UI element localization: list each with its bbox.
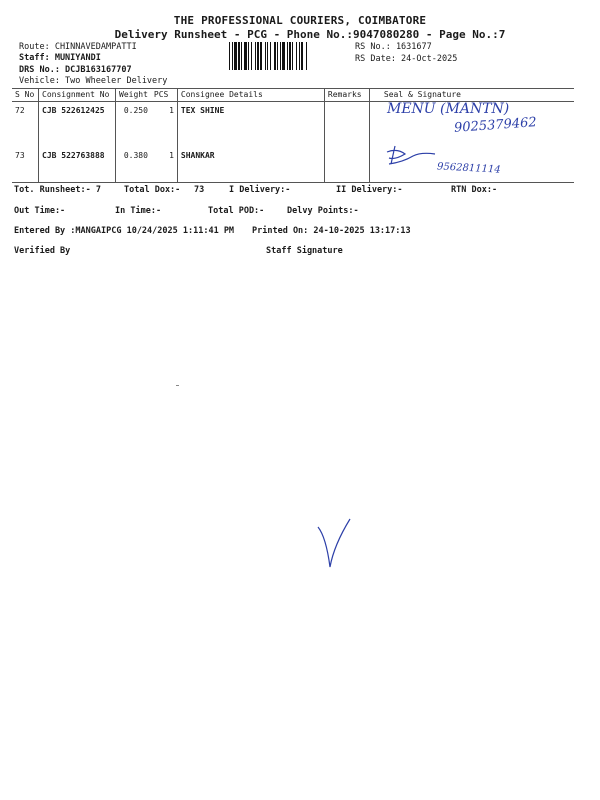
company-title: THE PROFESSIONAL COURIERS, COIMBATORE bbox=[173, 14, 427, 27]
vehicle-label: Vehicle: Two Wheeler Delivery bbox=[19, 76, 168, 86]
runsheet-title: Delivery Runsheet - PCG - Phone No.:9047080280 - Page No.:7 bbox=[114, 28, 506, 41]
pen-check-mark bbox=[310, 515, 360, 575]
cell-pcs: 1 bbox=[151, 147, 178, 183]
cell-consignee: SHANKAR bbox=[177, 147, 324, 183]
col-seal: Seal & Signature bbox=[369, 89, 574, 102]
cell-sno: 72 bbox=[12, 102, 39, 148]
col-weight: Weight bbox=[116, 89, 151, 102]
rs-no-label: RS No.: 1631677 bbox=[355, 42, 432, 52]
drs-label: DRS No.: DCJB163167707 bbox=[19, 65, 132, 75]
route-label: Route: CHINNAVEDAMPATTI bbox=[19, 42, 137, 52]
total-dox-value: 73 bbox=[194, 185, 205, 195]
cell-weight: 0.380 bbox=[116, 147, 151, 183]
col-pcs: PCS bbox=[151, 89, 178, 102]
i-delivery-label: I Delivery:- bbox=[229, 185, 291, 195]
delvy-points-label: Delvy Points:- bbox=[287, 206, 359, 216]
in-time-label: In Time:- bbox=[115, 206, 162, 216]
cell-pcs: 1 bbox=[151, 102, 178, 148]
staff-label: Staff: MUNIYANDI bbox=[19, 53, 101, 63]
col-sno: S No bbox=[12, 89, 39, 102]
barcode-image bbox=[229, 42, 351, 70]
cell-remarks bbox=[324, 147, 369, 183]
staff-signature-label: Staff Signature bbox=[266, 246, 343, 256]
cell-sno: 73 bbox=[12, 147, 39, 183]
out-time-label: Out Time:- bbox=[14, 206, 66, 216]
total-dox-label: Total Dox:- bbox=[124, 185, 181, 195]
handwritten-phone-1: 9025379462 bbox=[453, 115, 538, 136]
entered-by-label: Entered By :MANGAIPCG 10/24/2025 1:11:41 PM bbox=[14, 226, 235, 236]
printed-on-label: Printed On: 24-10-2025 13:17:13 bbox=[252, 226, 411, 236]
col-consignee: Consignee Details bbox=[177, 89, 324, 102]
verified-by-label: Verified By bbox=[14, 246, 71, 256]
col-consignment: Consignment No bbox=[39, 89, 116, 102]
stray-mark bbox=[176, 385, 179, 386]
handwritten-signature-1: MENU (MANTN) bbox=[387, 101, 510, 117]
rs-date-label: RS Date: 24-Oct-2025 bbox=[355, 54, 458, 64]
handwritten-phone-2: 9562811114 bbox=[436, 161, 501, 176]
total-pod-label: Total POD:- bbox=[208, 206, 265, 216]
col-remarks: Remarks bbox=[324, 89, 369, 102]
rtn-dox-label: RTN Dox:- bbox=[451, 185, 498, 195]
table-header-row bbox=[12, 89, 574, 102]
tot-runsheet-label: Tot. Runsheet:- 7 bbox=[14, 185, 101, 195]
handwritten-signature-2 bbox=[383, 142, 443, 172]
ii-delivery-label: II Delivery:- bbox=[336, 185, 403, 195]
cell-consignment: CJB 522612425 bbox=[39, 102, 116, 148]
cell-consignee: TEX SHINE bbox=[177, 102, 324, 148]
cell-consignment: CJB 522763888 bbox=[39, 147, 116, 183]
cell-weight: 0.250 bbox=[116, 102, 151, 148]
cell-remarks bbox=[324, 102, 369, 148]
